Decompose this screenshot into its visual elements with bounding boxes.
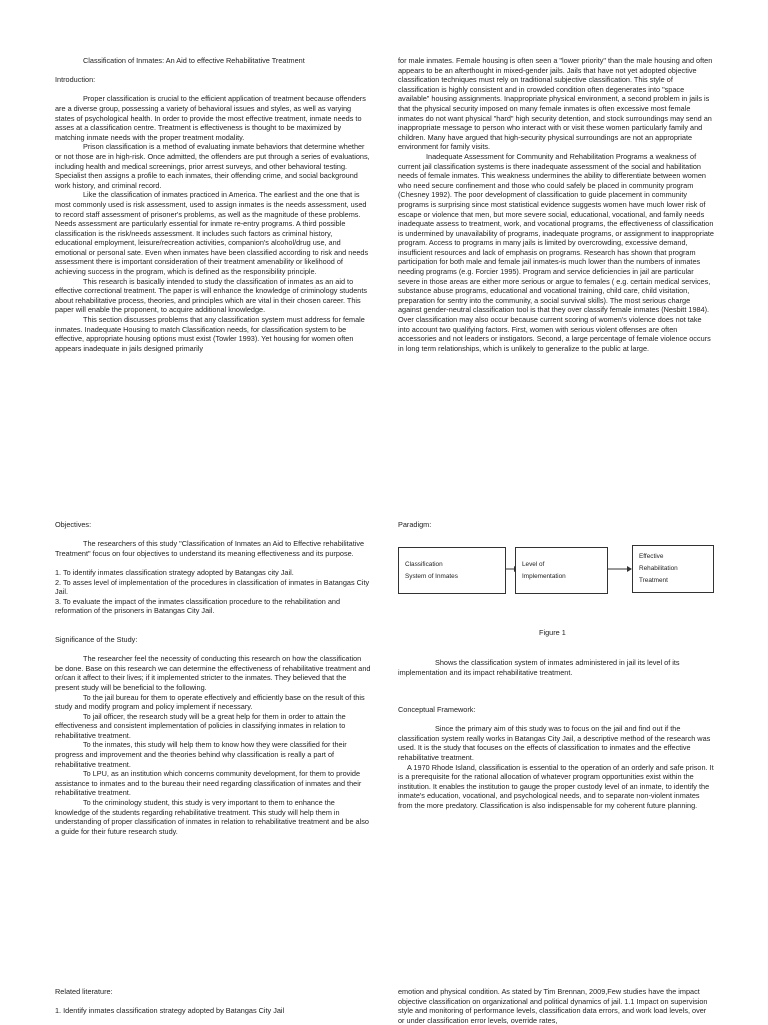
- objective-item: 2. To asses level of implementation of the procedures in classification of inmates in Batangas City Jail.: [55, 577, 370, 597]
- objectives-heading: Objectives:: [55, 520, 92, 529]
- objective-item: 3. To evaluate the impact of the inmates classification procedure to the rehabilitation and reformation of the prisoners in Batangas City Jail.: [55, 596, 341, 616]
- related-item-1: 1. Identify inmates classification strategy adopted by Batangas City Jail: [55, 1006, 285, 1016]
- paradigm-description: Shows the classification system of inmates administered in jail its level of its implementation and its impact rehabilitative treatment.: [398, 658, 680, 677]
- significance-paragraph-6: To the criminology student, this study is very important to them to enhance the knowledge of the students regarding rehabilitative treatment. This study will help them in understanding of proper classification of inmates in relation to rehabilitative treatment and be also a guide for their future research study.: [55, 798, 369, 836]
- intro-paragraph-4: This research is basically intended to study the classification of inmates as an aid to effective correctional treatment. The paper is will enhance the knowledge of criminology students about rehabilitative process, theories, and principles which are vital in their chosen career. This paper will enable the proponent, to acquire additional knowledge.: [55, 276, 368, 315]
- significance-paragraph-1: The researcher feel the necessity of conducting this research on how the classification be done. Base on this research we can determine the effectiveness of rehabilitative treatment and or/can it affect to their lives; if it implemented stricter to the inmates. They believed that the present study will be beneficial to the following.: [55, 654, 371, 692]
- related-paragraph-right: emotion and physical condition. As stated by Tim Brennan, 2009,Few studies have the impact objective classification on organizational and political dynamics of jail. 1.1 Impact on supervision style and monitoring of performance levels, classification data errors, and work load levels, over or under classification error levels, override rates,: [398, 987, 708, 1025]
- paradigm-description-section: [398, 658, 714, 677]
- related-literature-continuation: [398, 987, 714, 1025]
- conceptual-paragraph-1: Since the primary aim of this study was to focus on the jail and find out if the classification system really works in Batangas City Jail, a descriptive method of the research was used. It is the study that focuses on the effects of classification to inmates and the effective rehabilitative treatment.: [398, 724, 711, 762]
- introduction-heading: Introduction:: [55, 75, 96, 85]
- continuation-paragraph-2: Inadequate Assessment for Community and Rehabilitation Programs a weakness of current jail classification systems is there inadequate assessment of the social and habilitation needs of female inmates. This weakness undermines the ability to differentiate between women who need secure confinement and those who could safely be placed in community program (Chesney 1992). The poor development of classification to guide placement in community programs is surprising since most statistical evidence suggests women have much lower risk of escape or violence that men, but more severe social, educational, vocational, and family needs inadequate assess to treatment, work, and vocational programs, the effectiveness of classification is undermined by unavailability of programs, inadequate programs, or assignment to inappropriate program. Access to programs in many jails is limited by overcrowding, excessive demand, insufficient resources and lack of emphasis on programs. Research has shown that program participation for both male and female jail inmates-is much lower than the numbers of inmates needing programs (e.g. Forcier 1995). Program and service deficiencies in jail are particular severe in those areas are either more serious or argue to females ( e.g. certain medical services, substance abuse programs, educational and vocational training, child care, child visitation, preparation for sentry into the community, a social survival skills). The most serious charge against gender-neutral classification tool is that they over classify female inmates (Nesbitt 1984). Over classification may also occur because current scoring of women's violence does not take into account two qualifying factors. First, women with serious violent offenses are often accessories and not leaders or instigators. Second, a large percentage of female violence occurs in long term relationships, which is unlikely to generalize to the public at large.: [398, 151, 714, 353]
- paradigm-heading: Paradigm:: [398, 520, 432, 529]
- objective-item: 1. To identify inmates classification strategy adopted by Batangas city Jail.: [55, 567, 294, 577]
- intro-paragraph-5: This section discusses problems that any classification system must address for female inmates. Inadequate Housing to match Classification needs, for classification system to be effective, appropriate housing options must exist (Towler 1993). Yet housing for women often appears inadequate in jails designed primarily: [55, 315, 365, 353]
- significance-paragraph-2: To the jail bureau for them to operate effectively and efficiently base on the result of this study and modify program and policy implement if necessary.: [55, 692, 365, 712]
- intro-paragraph-1: Proper classification is crucial to the efficient application of treatment because offenders are a diverse group, possessing a variety of behavioral issues and styles, as well as varying states of psychological health. In order to provide the most effective treatment, inmate needs to asses at a classification centre. Treatment is effectiveness is thought to be maximized by matching inmate needs with the proper treatment modality.: [55, 94, 366, 142]
- intro-paragraph-2: Prison classification is a method of evaluating inmate behaviors that determine whether or not those are in high-risk. Once admitted, the offenders are put through a series of evaluations, including health and medical screenings, prior arrest surveys, and other behavioral testing. Specialist then assigns a profile to each inmates, their offending crime, and social background work history, and criminal record.: [55, 142, 370, 190]
- significance-paragraph-5: To LPU, as an institution which concerns community development, for them to provide assistance to inmates and to the bureau their need regarding classification of inmates and their rehabilitative treatment.: [55, 769, 362, 798]
- intro-paragraph-3: Like the classification of inmates practiced in America. The earliest and the one that is most commonly used is risk assessment, used to assign inmates is the needs assessment, used to record staff assessment of prisoner's problems, as well as the magnitude of these problems. Needs assessment are particularly essential for inmate re-entry programs. A third possible classification is the risk/needs assessment. It includes such factors as criminal history, educational employment, leisure/recreation activities, companion's alcohol/drug use, and emotional or personal sate. Even when inmates have been classified according to risk and needs assessment there is important consideration of their treatment amenability or likelihood of achieving success in the program, which is defined as the responsibility principle.: [55, 190, 369, 277]
- box-input-line-2: System of Inmates: [405, 572, 458, 580]
- figure-caption: Figure 1: [539, 628, 566, 637]
- conceptual-section: [398, 705, 714, 811]
- document-title: Classification of Inmates: An Aid to effective Rehabilitative Treatment: [83, 56, 305, 65]
- paradigm-box-process: [515, 547, 608, 594]
- related-heading: Related literature:: [55, 987, 113, 996]
- related-literature-section: [55, 987, 371, 1016]
- box-process-line-2: Implementation: [522, 572, 566, 580]
- box-output-line-3: Treatment: [639, 577, 668, 584]
- significance-heading: Significance of the Study:: [55, 634, 138, 644]
- conceptual-heading: Conceptual Framework:: [398, 705, 476, 714]
- paradigm-box-output: [632, 545, 714, 593]
- conceptual-paragraph-2: A 1970 Rhode Island, classification is essential to the operation of an orderly and safe prison. It is a prerequisite for the rational allocation of whatever program opportunities exist within the institution. It enables the institution to gauge the proper custody level of an inmate, to identify the inmate's education, vocational, and psychological needs, and to separate non-violent inmates from the more predatory. Classification is also indispensable for my coherent future planning.: [398, 762, 714, 810]
- box-output-line-2: Rehabilitation: [639, 565, 678, 572]
- box-output-line-1: Effective: [639, 553, 664, 560]
- objectives-intro: The researchers of this study "Classification of Inmates an Aid to Effective rehabilitative Treatment" focus on four objectives to understand its meaning effectiveness and its purpose.: [55, 539, 365, 558]
- continuation-paragraph-1: for male inmates. Female housing is often seen a "lower priority" than the male housing and often appears to be an afterthought in mixed-gender jails. Jails that have not yet adopted objective classification techniques must rely on traditional subjective classification. This style of classification is highly consistent and in crowded condition often degenerates into "space available" housing assignments. Inappropriate physical environment, a second problem in jails is that the physical security imposed on many female inmates is often excessive most female inmates do not want physical "hard" high security detention, and stock surroundings may send an inappropriate message to person who interact with or visit these women particularly family and children. Many have argued that high-security physical surroundings are not an appropriate environment for family visits.: [398, 56, 713, 152]
- box-process-line-1: Level of: [522, 560, 545, 568]
- paradigm-box-input: [398, 547, 506, 594]
- significance-paragraph-3: To jail officer, the research study will be a great help for them in order to attain the effectiveness and consistent implementation of policies in classifying inmates in relation to rehabilitative treatment.: [55, 711, 346, 740]
- box-input-line-1: Classification: [405, 560, 443, 568]
- significance-paragraph-4: To the inmates, this study will help them to know how they were classified for their progress and improvement and the theories behind why classification is really a part of rehabilitative treatment.: [55, 740, 347, 769]
